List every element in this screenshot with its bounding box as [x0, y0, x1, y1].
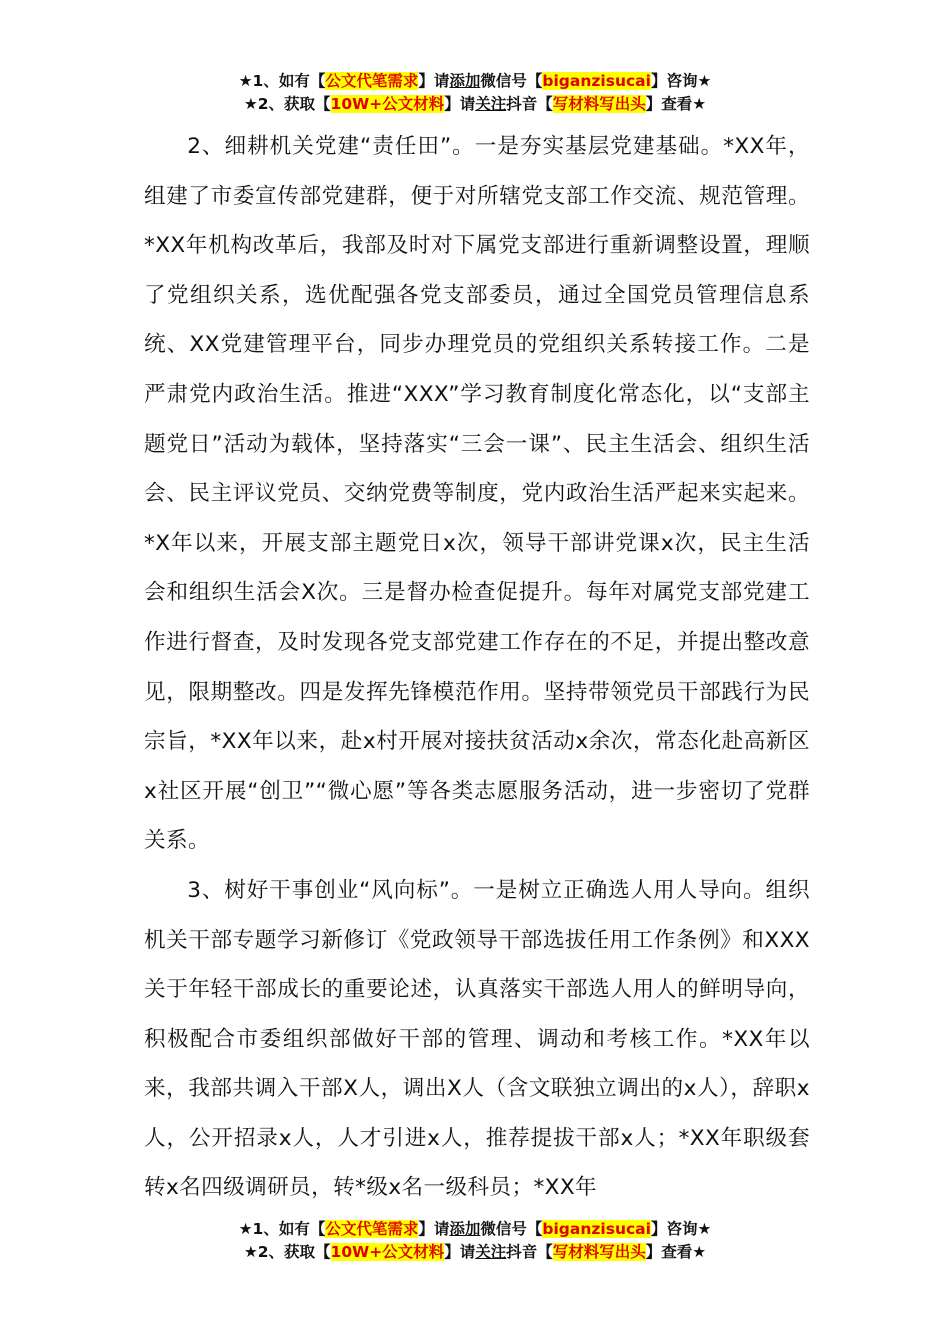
paragraph-party-building: 2、细耕机关党建“责任田”。一是夯实基层党建基础。*XX年，组建了市委宣传部党建群，便于对所辖党支部工作交流、规范管理。*XX年机构改革后，我部及时对下属党支部进行重新调整设置，理顺了党组织关系，选优配强各党支部委员，通过全国党员管理信息系统、XX党建管理平台，同步办理党员的党组织关系转接工作。二是严肃党内政治生活。推进“XXX”学习教育制度化常态化，以“支部主题党日”活动为载体，坚持落实“三会一课”、民主生活会、组织生活会、民主评议党员、交纳党费等制度，党内政治生活严起来实起来。*X年以来，开展支部主题党日x次，领导干部讲党课x次，民主生活会和组织生活会X次。三是督办检查促提升。每年对属党支部党建工作进行督查，及时发现各党支部党建工作存在的不足，并提出整改意见，限期整改。四是发挥先锋模范作用。坚持带领党员干部践行为民宗旨，*XX年以来，赴x村开展对接扶贫活动x余次，常态化赴高新区x社区开展“创卫”“微心愿”等各类志愿服务活动，进一步密切了党群关系。	[144, 134, 810, 854]
footer-line-2-highlight-account: 写材料写出头	[552, 1243, 646, 1261]
footer-line-1-highlight-service: 公文代笔需求	[325, 1220, 419, 1238]
header-line-1-text-2: 微信号【	[480, 72, 543, 90]
header-line-1-underlined: 添加	[449, 72, 481, 90]
paragraph-cadre-selection: 3、树好干事创业“风向标”。一是树立正确选人用人导向。组织机关干部专题学习新修订《党政领导干部选拔任用工作条例》和XXX关于年轻干部成长的重要论述，认真落实干部选人用人的鲜明导向，积极配合市委组织部做好干部的管理、调动和考核工作。*XX年以来，我部共调入干部X人，调出X人（含文联独立调出的x人），辞职x人，公开招录x人，人才引进x人，推荐提拔干部x人；*XX年职级套转x名四级调研员，转*级x名一级科员；*XX年	[144, 877, 810, 1201]
header-line-2	[0, 93, 950, 116]
footer-line-2-underlined: 关注	[475, 1243, 507, 1261]
footer-line-2	[0, 1241, 950, 1264]
header-line-2-prefix: ★2、获取【	[243, 95, 331, 113]
header-line-1	[0, 70, 950, 93]
header-line-2-highlight-materials: 10W+公文材料	[330, 95, 445, 113]
footer-line-1-text-2: 微信号【	[480, 1220, 543, 1238]
header-line-1-suffix: 】咨询★	[650, 72, 712, 90]
header-line-1-highlight-wechat-id: biganzisucai	[542, 72, 651, 90]
header-line-2-highlight-account: 写材料写出头	[552, 95, 646, 113]
footer-banner	[0, 1218, 950, 1264]
header-line-2-underlined: 关注	[475, 95, 507, 113]
header-line-1-prefix: ★1、如有【	[238, 72, 326, 90]
footer-line-1	[0, 1218, 950, 1241]
footer-line-1-highlight-wechat-id: biganzisucai	[542, 1220, 651, 1238]
header-line-1-highlight-service: 公文代笔需求	[325, 72, 419, 90]
header-line-2-text-2: 抖音【	[506, 95, 553, 113]
footer-line-1-underlined: 添加	[449, 1220, 481, 1238]
header-banner	[0, 70, 950, 116]
footer-line-1-text: 】请	[418, 1220, 450, 1238]
footer-line-2-highlight-materials: 10W+公文材料	[330, 1243, 445, 1261]
footer-line-2-prefix: ★2、获取【	[243, 1243, 331, 1261]
document-body	[144, 122, 810, 1213]
footer-line-2-text: 】请	[444, 1243, 476, 1261]
header-line-1-text: 】请	[418, 72, 450, 90]
header-line-2-suffix: 】查看★	[645, 95, 707, 113]
footer-line-2-text-2: 抖音【	[506, 1243, 553, 1261]
header-line-2-text: 】请	[444, 95, 476, 113]
footer-line-1-prefix: ★1、如有【	[238, 1220, 326, 1238]
footer-line-1-suffix: 】咨询★	[650, 1220, 712, 1238]
footer-line-2-suffix: 】查看★	[645, 1243, 707, 1261]
